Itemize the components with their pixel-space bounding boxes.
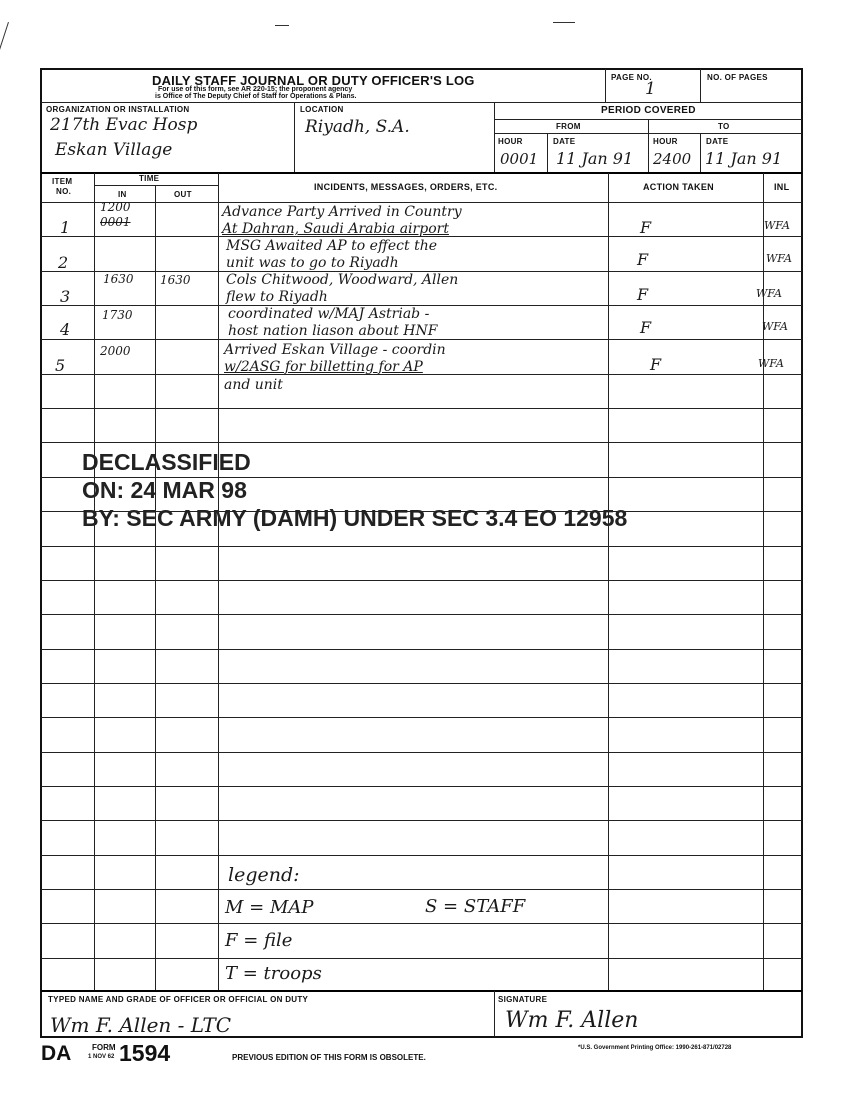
entry-5-line-3: and unit	[224, 377, 283, 393]
incidents-label: INCIDENTS, MESSAGES, ORDERS, ETC.	[314, 182, 498, 192]
scan-mark-dash-2	[553, 22, 575, 23]
typed-name-value: Wm F. Allen - LTC	[50, 1013, 232, 1037]
grid-row-line	[41, 580, 802, 581]
location-label: LOCATION	[300, 105, 344, 114]
from-hour-divider	[547, 133, 548, 173]
col-incidents-action	[608, 173, 609, 991]
entry-4-line-1: coordinated w/MAJ Astriab -	[228, 306, 430, 322]
form-number: 1594	[119, 1040, 171, 1066]
entry-3-line-1: Cols Chitwood, Woodward, Allen	[226, 272, 459, 288]
legend-f: F = file	[225, 930, 293, 951]
item-label: ITEM	[52, 177, 73, 186]
form-subtitle-1: For use of this form, see AR 220-15; the proponent agency	[158, 86, 353, 93]
entry-5-line-2: w/2ASG for billetting for AP	[224, 359, 423, 375]
grid-row-line	[41, 855, 802, 856]
to-date-value: 11 Jan 91	[705, 149, 783, 168]
entry-1-in: 1200	[100, 200, 131, 214]
to-date-label: DATE	[706, 137, 729, 146]
org-line-1: 217th Evac Hosp	[50, 115, 198, 135]
entry-4-line-2: host nation liason about HNF	[228, 323, 438, 339]
entry-1-line-2: At Dahran, Saudi Arabia airport	[222, 221, 449, 237]
grid-row-line	[41, 408, 802, 409]
signature-label: SIGNATURE	[498, 995, 548, 1004]
entry-2-no: 2	[58, 253, 69, 272]
period-line-2	[494, 133, 802, 134]
period-left	[494, 103, 495, 173]
out-label: OUT	[174, 190, 192, 199]
entry-4-no: 4	[60, 320, 71, 339]
scan-mark-diagonal	[0, 22, 9, 98]
entry-3-line-2: flew to Riyadh	[226, 289, 328, 305]
grid-row-line	[41, 889, 802, 890]
entry-1-in-struck: 0001	[100, 215, 131, 229]
page-no-value: 1	[645, 79, 656, 99]
form-word: FORM	[92, 1043, 116, 1052]
form-title: DAILY STAFF JOURNAL OR DUTY OFFICER'S LOG	[152, 73, 475, 88]
from-hour-label: HOUR	[498, 137, 523, 146]
entry-1-no: 1	[60, 218, 71, 237]
from-date-label: DATE	[553, 137, 576, 146]
period-label: PERIOD COVERED	[601, 105, 696, 116]
legend-m: M = MAP	[225, 897, 314, 918]
time-label: TIME	[139, 174, 160, 183]
from-label: FROM	[556, 122, 581, 131]
to-hour-label: HOUR	[653, 137, 678, 146]
no-label: NO.	[56, 187, 72, 196]
declassified-line-1: DECLASSIFIED	[82, 449, 251, 475]
entry-5-no: 5	[55, 356, 66, 375]
scan-mark-dash	[275, 25, 289, 26]
from-hour-value: 0001	[500, 150, 539, 168]
header-divider	[41, 102, 802, 103]
entry-3-action: F	[637, 285, 649, 304]
grid-row-line	[41, 717, 802, 718]
col-out-incidents	[218, 173, 219, 991]
pages-box-left	[700, 69, 701, 103]
legend-s: S = STAFF	[425, 896, 526, 917]
entry-4-inl: WFA	[762, 320, 788, 333]
entry-4-in: 1730	[102, 308, 133, 322]
grid-row-line	[41, 786, 802, 787]
grid-row-line	[41, 820, 802, 821]
form-subtitle-2: is Office of The Deputy Chief of Staff for Operations & Plans.	[155, 93, 357, 100]
to-label: TO	[718, 122, 730, 131]
grid-row-line	[41, 339, 802, 340]
grid-row-line	[41, 614, 802, 615]
from-date-value: 11 Jan 91	[556, 149, 634, 168]
footer-top	[41, 990, 802, 992]
signature-divider	[494, 991, 495, 1037]
time-divider	[94, 185, 218, 186]
to-hour-divider	[700, 133, 701, 173]
grid-row-line	[41, 202, 802, 203]
grid-row-line	[41, 649, 802, 650]
grid-row-line	[41, 958, 802, 959]
entry-3-no: 3	[60, 287, 71, 306]
entry-1-inl: WFA	[764, 219, 790, 232]
entry-1-action: F	[640, 218, 652, 237]
entry-2-line-1: MSG Awaited AP to effect the	[226, 238, 437, 254]
entry-2-line-2: unit was to go to Riyadh	[226, 255, 399, 271]
signature-value: Wm F. Allen	[505, 1008, 639, 1033]
in-label: IN	[118, 190, 127, 199]
entry-5-in: 2000	[100, 344, 131, 358]
form-da: DA	[41, 1042, 72, 1065]
page-box-left	[605, 69, 606, 103]
location-value: Riyadh, S.A.	[305, 117, 410, 137]
typed-name-label: TYPED NAME AND GRADE OF OFFICER OR OFFICIAL ON DUTY	[48, 995, 309, 1004]
grid-row-line	[41, 923, 802, 924]
grid-row-line	[41, 442, 802, 443]
entry-4-action: F	[640, 318, 652, 337]
declassified-line-3: BY: SEC ARMY (DAMH) UNDER SEC 3.4 EO 12958	[82, 505, 628, 531]
action-label: ACTION TAKEN	[643, 182, 714, 192]
org-line-2: Eskan Village	[55, 140, 173, 160]
grid-row-line	[41, 752, 802, 753]
location-left	[294, 103, 295, 173]
entry-5-line-1: Arrived Eskan Village - coordin	[224, 342, 446, 358]
legend-t: T = troops	[225, 963, 322, 984]
entry-2-action: F	[637, 250, 649, 269]
col-item-in	[94, 173, 95, 991]
previous-edition-note: PREVIOUS EDITION OF THIS FORM IS OBSOLETE.	[232, 1053, 426, 1062]
declassified-line-2: ON: 24 MAR 98	[82, 477, 247, 503]
grid-row-line	[41, 546, 802, 547]
inl-label: INL	[774, 182, 790, 192]
entry-1-line-1: Advance Party Arrived in Country	[222, 204, 462, 220]
entry-2-inl: WFA	[766, 252, 792, 265]
entry-5-inl: WFA	[758, 357, 784, 370]
grid-row-line	[41, 683, 802, 684]
no-of-pages-label: NO. OF PAGES	[707, 73, 768, 82]
page-no-label: PAGE NO.	[611, 73, 652, 82]
from-to-divider	[648, 119, 649, 173]
entry-3-in: 1630	[103, 272, 134, 286]
to-hour-value: 2400	[653, 150, 692, 168]
entry-5-action: F	[650, 355, 662, 374]
entry-3-out: 1630	[160, 273, 191, 287]
form-date: 1 NOV 62	[88, 1054, 115, 1060]
entry-3-inl: WFA	[756, 287, 782, 300]
legend-title: legend:	[228, 864, 300, 886]
printing-office-note: *U.S. Government Printing Office: 1990-261-871/02728	[578, 1045, 732, 1051]
org-label: ORGANIZATION OR INSTALLATION	[46, 105, 190, 114]
